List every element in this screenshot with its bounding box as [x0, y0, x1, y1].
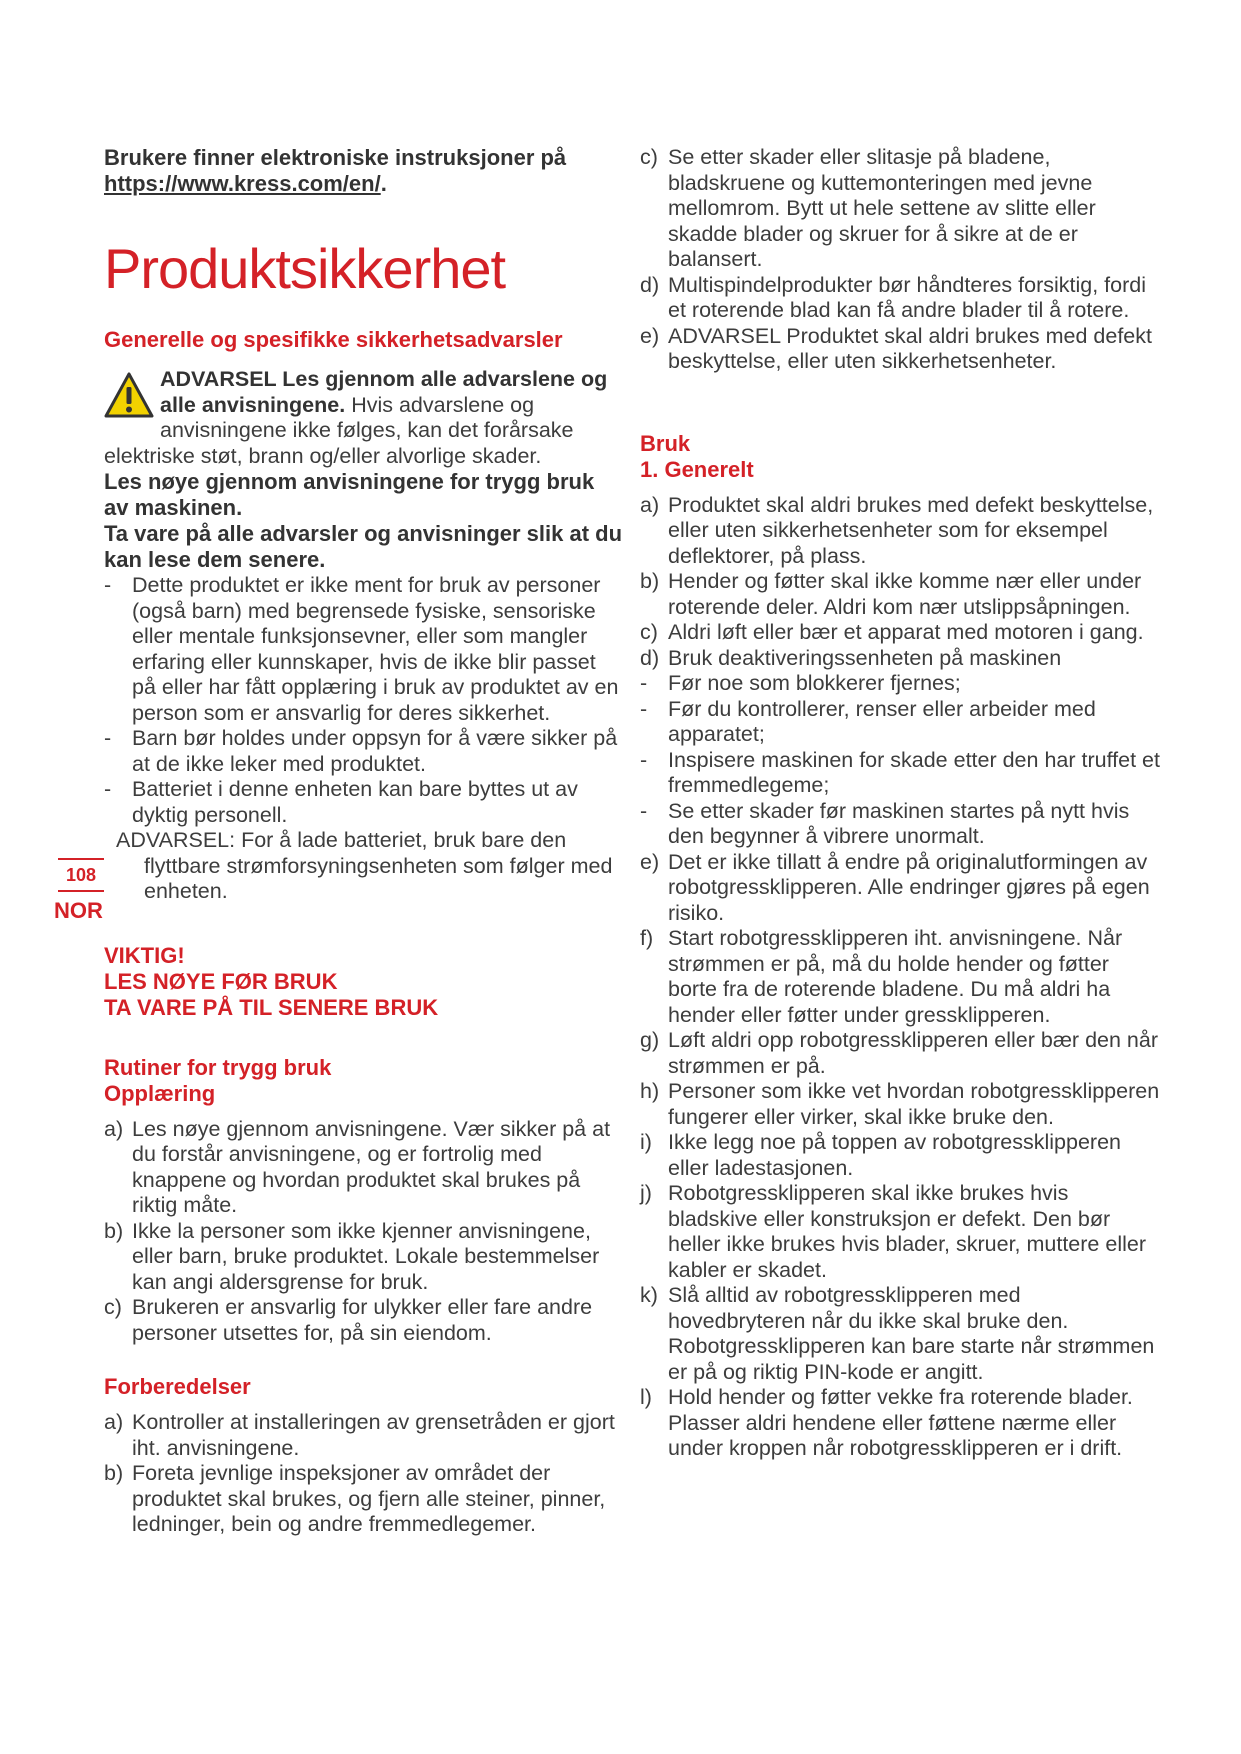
right-column: [640, 145, 1160, 1462]
list-item: e) ADVARSEL Produktet skal aldri brukes med defekt beskyttelse, eller uten sikkerhetsenheter.: [640, 323, 1152, 373]
dash-list: [104, 573, 624, 828]
warning-triangle-icon: [104, 371, 154, 421]
bold-note-1: Les nøye gjennom anvisningene for trygg bruk av maskinen.: [104, 469, 595, 520]
important-notice: VIKTIG! LES NØYE FØR BRUK TA VARE PÅ TIL SENERE BRUK: [104, 942, 439, 1020]
page-title: Produktsikkerhet: [104, 237, 506, 300]
list-item: c) Aldri løft eller bær et apparat med motoren i gang.: [640, 620, 1144, 644]
usage-section: [640, 431, 1160, 1462]
list-item: - Se etter skader før maskinen startes på nytt hvis den begynner å vibrere unormalt.: [640, 798, 1130, 848]
list-item: b) Ikke la personer som ikke kjenner anvisningene, eller barn, bruke produktet. Lokale bestemmelser kan angi aldersgrense for bruk.: [104, 1218, 600, 1294]
list-item: d) Multispindelprodukter bør håndteres forsiktig, fordi et roterende blad kan få andre blader til å rotere.: [640, 272, 1146, 322]
general-subheading: 1. Generelt: [640, 456, 754, 482]
list-item: f) Start robotgressklipperen iht. anvisningene. Når strømmen er på, må du holde hender og føtter borte fra de roterende bladene. Du må aldri ha hender eller føtter under gressklipperen.: [640, 926, 1123, 1027]
usage-list-cont: [640, 850, 1160, 1462]
list-item: - Inspisere maskinen for skade etter den har truffet et fremmedlegeme;: [640, 747, 1160, 797]
usage-list: [640, 493, 1160, 672]
preparation-list-cont: [640, 145, 1160, 375]
left-column: [104, 145, 624, 1538]
list-item: d) Bruk deaktiveringssenheten på maskinen: [640, 645, 1062, 670]
instructions-link[interactable]: https://www.kress.com/en/: [104, 171, 381, 196]
list-item: c) Se etter skader eller slitasje på bladene, bladskruene og kuttemonteringen med jevne mellomrom. Bytt ut hele settene av slitte eller skadde blader og skruer for å sikre at de er balansert.: [640, 145, 1096, 271]
training-list: [104, 1117, 624, 1347]
usage-dash-list: [640, 671, 1160, 850]
list-item: b) Hender og føtter skal ikke komme nær eller under roterende deler. Aldri kom nær utslippsåpningen.: [640, 569, 1142, 619]
list-item: g) Løft aldri opp robotgressklipperen eller bær den når strømmen er på.: [640, 1028, 1158, 1078]
list-item: b) Foreta jevnlige inspeksjoner av området der produktet skal brukes, og fjern alle steiner, pinner, ledninger, bein og andre fremmedlegemer.: [104, 1461, 606, 1536]
list-item: a) Produktet skal aldri brukes med defekt beskyttelse, eller uten sikkerhetsenheter som for eksempel deflektorer, på plass.: [640, 492, 1154, 568]
list-item: - Før noe som blokkerer fjernes;: [640, 671, 961, 695]
list-item: a) Les nøye gjennom anvisningene. Vær sikker på at du forstår anvisningene, og er fortrolig med knappene og hvordan produktet skal brukes på riktig måte.: [104, 1116, 611, 1217]
list-item: l) Hold hender og føtter vekke fra roterende blader. Plasser aldri hendene eller føttene nærme eller under kroppen når robotgressklipperen er i drift.: [640, 1385, 1133, 1460]
list-item: - Dette produktet er ikke ment for bruk av personer (også barn) med begrensede fysiske, sensoriske eller mentale funksjonsevner, eller som mangler erfaring eller kunnskaper, hvis de ikke blir passet på eller har fått opplæring i bruk av produktet av en person som er ansvarlig for deres sikkerhet.: [104, 573, 619, 725]
intro-text: Brukere finner elektroniske instruksjoner på https://www.kress.com/en/.: [104, 145, 567, 196]
list-item: - Før du kontrollerer, renser eller arbeider med apparatet;: [640, 696, 1096, 746]
battery-warning: ADVARSEL: For å lade batteriet, bruk bare den flyttbare strømforsyningsenheten som følger med enheten.: [116, 828, 613, 903]
bold-note-2: Ta vare på alle advarsler og anvisninger slik at du kan lese dem senere.: [104, 521, 623, 572]
safe-use-heading: Rutiner for trygg bruk: [104, 1054, 332, 1080]
list-item: c) Brukeren er ansvarlig for ulykker eller fare andre personer utsettes for, på sin eiendom.: [104, 1295, 593, 1345]
list-item: - Batteriet i denne enheten kan bare byttes ut av dyktig personell.: [104, 777, 578, 827]
list-item: h) Personer som ikke vet hvordan robotgressklipperen fungerer eller virker, skal ikke bruke den.: [640, 1079, 1160, 1129]
list-item: i) Ikke legg noe på toppen av robotgressklipperen eller ladestasjonen.: [640, 1130, 1122, 1180]
list-item: - Barn bør holdes under oppsyn for å være sikker på at de ikke leker med produktet.: [104, 726, 618, 776]
preparation-section: [104, 1374, 624, 1538]
warning-text: Hvis advarslene og anvisningene ikke følges, kan det forårsake elektriske støt, brann og/eller alvorlige skader.: [104, 392, 574, 468]
list-item: k) Slå alltid av robotgressklipperen med hovedbryteren når du ikke skal bruke den. Robotgressklipperen kan bare starte når strømmen er på og riktig PIN-kode er angitt.: [640, 1283, 1155, 1384]
preparation-list: [104, 1410, 624, 1538]
list-item: e) Det er ikke tillatt å endre på originalutformingen av robotgressklipperen. Alle endringer gjøres på egen risiko.: [640, 849, 1150, 925]
safe-use-section: [104, 1055, 624, 1347]
language-code: NOR: [54, 898, 103, 923]
training-heading: Opplæring: [104, 1080, 216, 1106]
warning-bold-text: ADVARSEL Les gjennom alle advarslene og alle anvisningene.: [160, 367, 608, 417]
usage-heading: Bruk: [640, 430, 691, 456]
preparation-heading: Forberedelser: [104, 1374, 251, 1399]
page-number: 108: [58, 858, 104, 892]
warning-block: [104, 367, 624, 469]
list-item: j) Robotgressklipperen skal ikke brukes hvis bladskive eller konstruksjon er defekt. Den bør heller ikke brukes hvis blader, skruer, muttere eller kabler er skadet.: [640, 1181, 1146, 1282]
list-item: a) Kontroller at installeringen av grensetråden er gjort iht. anvisningene.: [104, 1410, 615, 1460]
general-warnings-heading: Generelle og spesifikke sikkerhetsadvarsler: [104, 327, 563, 352]
